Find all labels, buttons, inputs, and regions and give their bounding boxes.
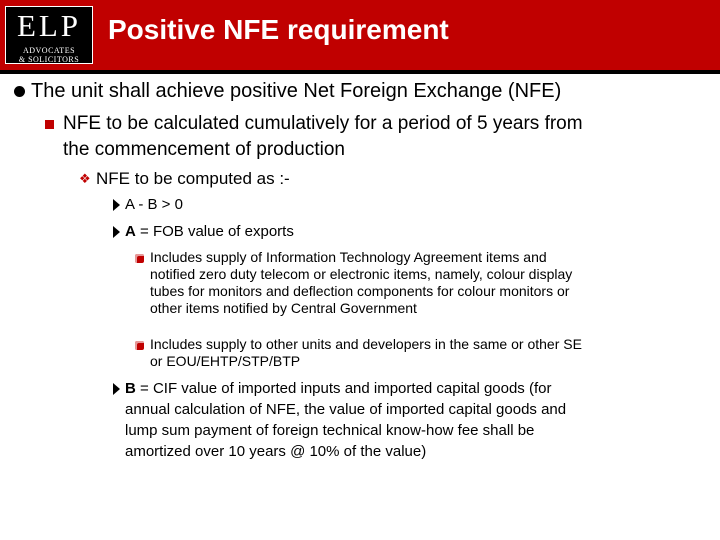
- triangle-bullet-icon: [113, 226, 120, 238]
- b-definition-line3: lump sum payment of foreign technical know-how fee shall be: [125, 422, 535, 439]
- a-sub1-line2: notified zero duty telecom or electronic items, namely, colour display: [150, 266, 573, 282]
- a-definition: [125, 223, 294, 240]
- elp-logo: [5, 6, 93, 64]
- formula-text: A - B > 0: [125, 196, 183, 213]
- b-definition-text: = CIF value of imported inputs and imported capital goods (for: [135, 380, 552, 397]
- diamond-bullet-icon: ❖: [79, 171, 91, 186]
- circle-bullet-icon: [14, 86, 25, 97]
- b-key: B: [125, 380, 136, 397]
- bullet-level2-line1: NFE to be calculated cumulatively for a period of 5 years from: [63, 113, 583, 134]
- logo-main-text: ELP: [16, 7, 82, 43]
- box-bullet-icon: [135, 254, 144, 263]
- triangle-bullet-icon: [113, 199, 120, 211]
- b-definition-line1: [125, 380, 551, 397]
- a-sub2-line1: Includes supply to other units and developers in the same or other SE: [150, 336, 582, 352]
- logo-sub-text-2: & SOLICITORS: [18, 55, 80, 64]
- slide-title: Positive NFE requirement: [108, 14, 449, 45]
- triangle-bullet-icon: [113, 383, 120, 395]
- bullet-level3-text: NFE to be computed as :-: [96, 169, 290, 188]
- a-key: A: [125, 223, 136, 240]
- a-sub1-line4: other items notified by Central Government: [150, 300, 417, 316]
- bullet-level1-text: The unit shall achieve positive Net Foreign Exchange (NFE): [31, 80, 562, 102]
- square-bullet-icon: [45, 120, 54, 129]
- title-bar: [0, 0, 720, 70]
- title-underline: [0, 70, 720, 74]
- logo-sub-text-1: ADVOCATES: [22, 46, 76, 55]
- a-sub2-line2: or EOU/EHTP/STP/BTP: [150, 353, 301, 369]
- a-sub1-line3: tubes for monitors and deflection components for colour monitors or: [150, 283, 570, 299]
- bullet-level2-line2: the commencement of production: [63, 139, 345, 160]
- box-bullet-icon: [135, 341, 144, 350]
- b-definition-line4: amortized over 10 years @ 10% of the value): [125, 443, 427, 460]
- b-definition-line2: annual calculation of NFE, the value of imported capital goods and: [125, 401, 567, 418]
- a-sub1-line1: Includes supply of Information Technology Agreement items and: [150, 249, 547, 265]
- a-definition-text: = FOB value of exports: [135, 223, 294, 240]
